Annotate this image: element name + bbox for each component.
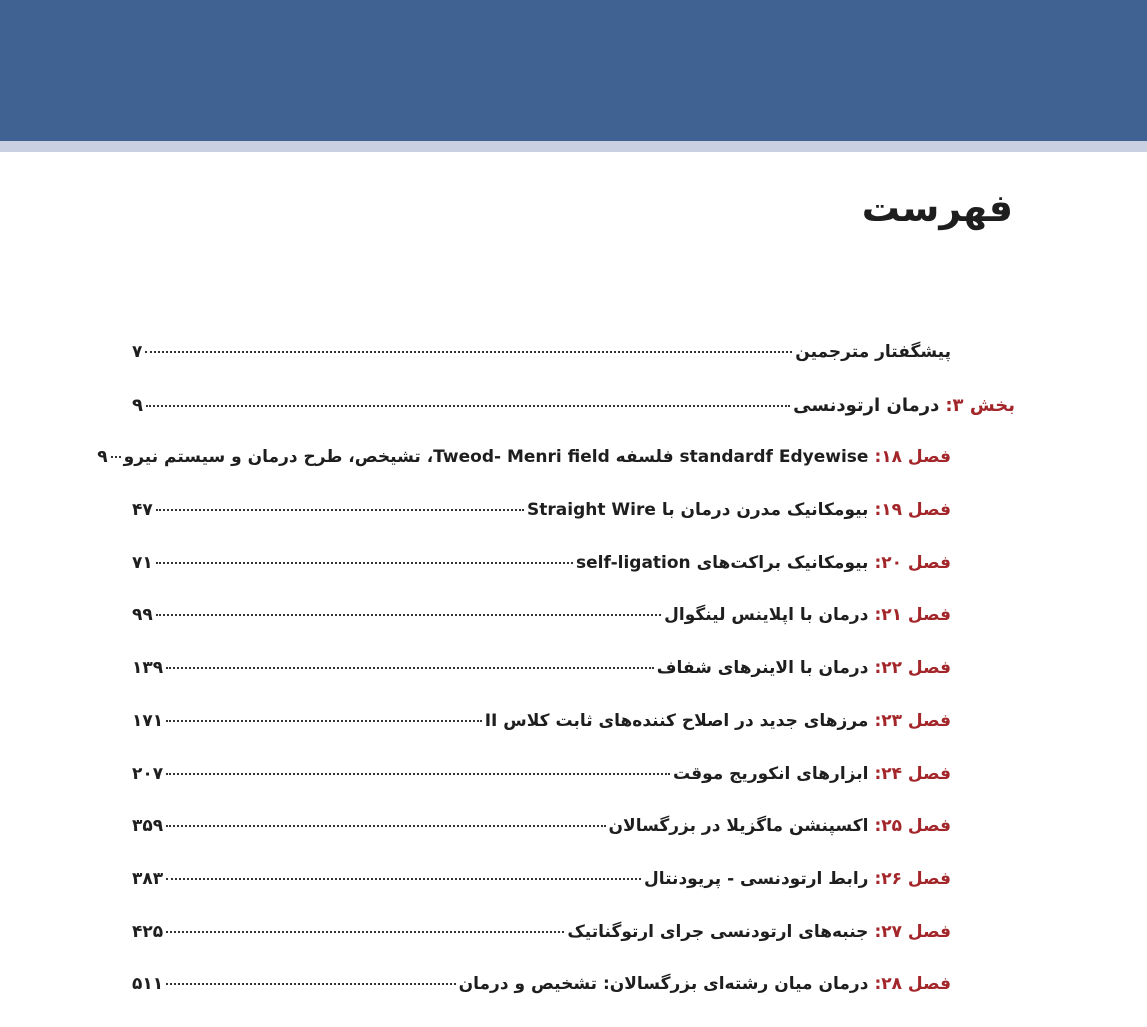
toc-title: بیومکانیک براکت‌های self-ligation xyxy=(576,552,869,573)
toc-dot-leader xyxy=(166,825,605,827)
toc-row-chapter-18[interactable] xyxy=(97,447,1015,500)
toc-row-chapter-23[interactable] xyxy=(132,711,1015,764)
toc-row-chapter-27[interactable] xyxy=(132,922,1015,975)
toc-title: پیشگفتار مترجمین xyxy=(795,342,951,362)
toc-row-chapter-20[interactable] xyxy=(132,553,1015,606)
toc-row-chapter-19[interactable] xyxy=(132,500,1015,553)
toc-colon: : xyxy=(945,394,953,416)
toc-page-number: ۳۸۳ xyxy=(132,868,164,889)
toc-row-chapter-22[interactable] xyxy=(132,658,1015,711)
toc-page-number: ۷۱ xyxy=(132,552,153,573)
toc-label: فصل ۱۹ xyxy=(881,500,951,521)
toc-row-chapter-28[interactable] xyxy=(132,974,1015,1027)
toc-row-preface[interactable] xyxy=(132,342,1015,395)
toc-colon: : xyxy=(874,816,882,837)
toc-page-number: ۱۷۱ xyxy=(132,710,164,731)
toc-title: درمان با الاینرهای شفاف xyxy=(656,658,869,679)
toc-dot-leader xyxy=(156,509,524,511)
toc-dot-leader xyxy=(111,456,121,458)
toc-label: فصل ۲۶ xyxy=(881,868,951,889)
toc-row-chapter-26[interactable] xyxy=(132,869,1015,922)
toc-colon: : xyxy=(874,710,882,731)
header-stripe xyxy=(0,141,1147,152)
toc-row-chapter-25[interactable] xyxy=(132,816,1015,869)
toc-dot-leader xyxy=(145,351,792,353)
toc-colon: : xyxy=(874,974,882,995)
toc-dot-leader xyxy=(146,405,790,407)
toc-label: فصل ۱۸ xyxy=(881,447,951,468)
toc-page-number: ۹۹ xyxy=(132,605,153,626)
toc-dot-leader xyxy=(166,667,654,669)
page-title: فهرست xyxy=(861,186,1013,230)
toc-label: فصل ۲۰ xyxy=(881,552,951,573)
toc-title: درمان ارتودنسی xyxy=(793,394,940,416)
toc-row-chapter-24[interactable] xyxy=(132,764,1015,817)
toc-dot-leader xyxy=(166,931,564,933)
toc-colon: : xyxy=(874,658,882,679)
toc-label: فصل ۲۷ xyxy=(881,921,951,942)
toc-dot-leader xyxy=(166,720,482,722)
toc-dot-leader xyxy=(166,983,455,985)
toc-title: بیومکانیک مدرن درمان با Straight Wire xyxy=(527,500,869,521)
toc-page-number: ۱۳۹ xyxy=(132,658,164,679)
toc-title: ابزارهای انکوریج موقت xyxy=(672,763,869,784)
toc-title: رابط ارتودنسی - پریودنتال xyxy=(643,868,869,889)
toc-label: فصل ۲۳ xyxy=(881,710,951,731)
toc-page-number: ۹ xyxy=(97,447,108,468)
toc-colon: : xyxy=(874,605,882,626)
toc-page-number: ۴۷ xyxy=(132,500,153,521)
toc-page-number: ۲۰۷ xyxy=(132,763,164,784)
toc-colon: : xyxy=(874,500,882,521)
toc-title: درمان میان رشته‌ای بزرگسالان: تشخیص و درمان xyxy=(458,974,869,995)
toc-dot-leader xyxy=(156,614,661,616)
toc-page-number: ۵۱۱ xyxy=(132,974,164,995)
toc-title: جنبه‌های ارتودنسی جرای ارتوگناتیک xyxy=(567,921,869,942)
toc-page-number: ۳۵۹ xyxy=(132,816,164,837)
toc-dot-leader xyxy=(166,773,670,775)
toc-page-number: ۷ xyxy=(132,342,143,362)
toc-page-number: ۴۲۵ xyxy=(132,921,164,942)
table-of-contents xyxy=(97,342,1015,1027)
toc-title: مرزهای جدید در اصلاح کننده‌های ثابت کلاس II xyxy=(484,710,869,731)
toc-label: فصل ۲۸ xyxy=(881,974,951,995)
toc-colon: : xyxy=(874,763,882,784)
toc-row-part-3[interactable] xyxy=(132,395,1015,448)
toc-dot-leader xyxy=(166,878,641,880)
toc-page-number: ۹ xyxy=(132,394,143,416)
toc-label: فصل ۲۲ xyxy=(881,658,951,679)
toc-label: فصل ۲۱ xyxy=(881,605,951,626)
toc-colon: : xyxy=(874,921,882,942)
toc-row-chapter-21[interactable] xyxy=(132,605,1015,658)
toc-title: درمان با اپلاینس لینگوال xyxy=(664,605,869,626)
toc-label: فصل ۲۵ xyxy=(881,816,951,837)
toc-dot-leader xyxy=(156,562,573,564)
toc-title: standardf Edyewise فلسفه Tweod- Menri field، تشیخص، طرح درمان و سیستم نیرو xyxy=(123,447,869,468)
toc-label: بخش ۳ xyxy=(952,394,1015,416)
toc-colon: : xyxy=(874,552,882,573)
toc-title: اکسپنشن ماگزیلا در بزرگسالان xyxy=(608,816,869,837)
toc-colon: : xyxy=(874,868,882,889)
toc-label: فصل ۲۴ xyxy=(881,763,951,784)
header-band xyxy=(0,0,1147,141)
toc-colon: : xyxy=(874,447,882,468)
